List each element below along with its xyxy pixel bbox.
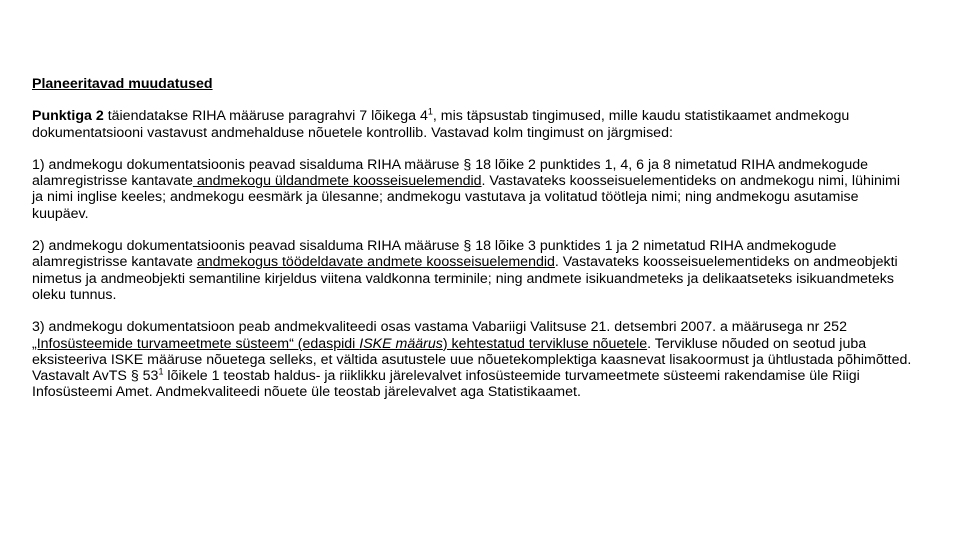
intro-bold-label: Punktiga 2	[32, 108, 104, 125]
condition-2-text-b: . Vastavateks koosseisuelementideks on andmeobjekti nimetus ja andmeobjekti semantiline kirjeldus viitena valdkonna terminile; ning andmete isikuandmeteks ja delikaatseteks isikuandmeteks oleku tunnus.	[32, 254, 898, 303]
document-body	[32, 76, 912, 417]
condition-1-text-b: . Vastavateks koosseisuelementideks on andmekogu nimi, lühinimi ja nimi inglise keeles; andmekogu eesmärk ja ülesanne; andmekogu vastutava ja volitatud töötleja nimi; ning andmekogu asutamise kuupäev.	[32, 173, 901, 222]
intro-text-a: täiendatakse RIHA määruse paragrahvi 7 lõikega 4	[103, 108, 428, 125]
paragraph-intro	[32, 108, 912, 141]
condition-2-link[interactable]: andmekogus töödeldavate andmete koosseisuelemendid	[196, 254, 555, 271]
condition-2-text-a: 2) andmekogu dokumentatsioonis peavad sisalduma RIHA määruse § 18 lõike 3 punktides 1 ja 2 nimetatud RIHA andmekogude alamregistrisse kantavate	[32, 238, 837, 271]
condition-3-text-c: lõikele 1 teostab haldus- ja riiklikku järelevalvet infosüsteemide turvameetmete süsteemi rakendamise üle Riigi Infosüsteemi Amet. Andmekvaliteedi nõuete üle teostab järelevalvet aga Statistikaamet.	[32, 368, 860, 401]
section-heading: Planeeritavad muudatused	[32, 76, 213, 92]
condition-3-text-a: 3) andmekogu dokumentatsioon peab andmekvaliteedi osas vastama Vabariigi Valitsuse 21. detsembri 2007. a määrusega nr 252	[32, 319, 847, 336]
condition-3-link-italic: ISKE määrus	[359, 335, 443, 352]
condition-3-text-b: . Tervikluse nõuded on seotud juba eksisteeriva ISKE määruse nõuetega selleks, et vältida asutustele uue nõuetekomplektiga kaasnevat lisakoormust ja ühtlustada põhimõtted. Vastavalt AvTS § 53	[32, 335, 912, 385]
condition-1-link[interactable]: andmekogu üldandmete koosseisuelemendid	[192, 173, 482, 190]
paragraph-condition-2	[32, 238, 912, 303]
condition-1-text-a: 1) andmekogu dokumentatsioonis peavad sisalduma RIHA määruse § 18 lõike 2 punktides 1, 4, 6 ja 8 nimetatud RIHA andmekogude alamregistrisse kantavate	[32, 156, 868, 190]
condition-3-link-a: „Infosüsteemide turvameetmete süsteem“ (edaspidi	[32, 335, 360, 352]
condition-3-link-b: ) kehtestatud tervikluse nõuetele	[442, 335, 648, 352]
paragraph-condition-1	[32, 157, 912, 222]
intro-superscript: 1	[427, 106, 433, 117]
condition-3-superscript: 1	[158, 366, 164, 377]
condition-3-link[interactable]	[32, 336, 647, 352]
paragraph-condition-3	[32, 319, 912, 400]
intro-text-b: , mis täpsustab tingimused, mille kaudu statistikaamet andmekogu dokumentatsiooni vastavust andmehalduse nõuetele kontrollib. Vastavad kolm tingimust on järgmised:	[32, 108, 850, 141]
